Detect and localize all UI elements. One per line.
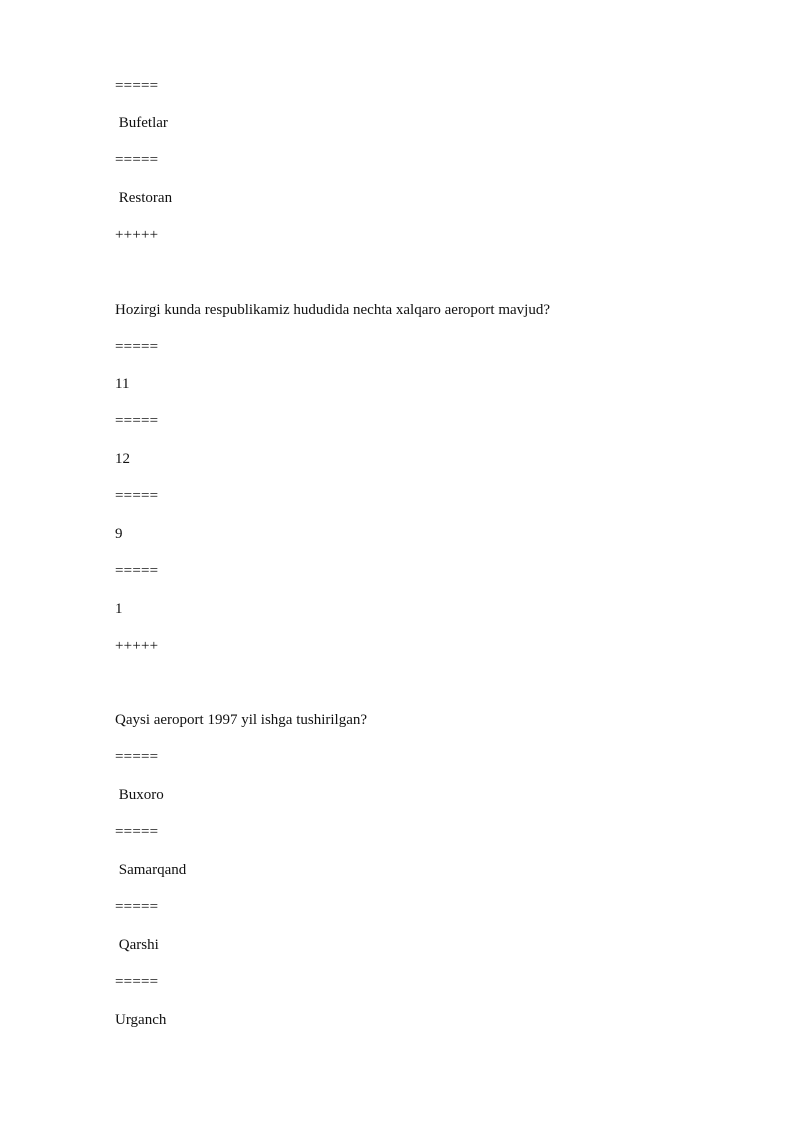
separator-line: ===== xyxy=(115,974,159,990)
separator-line: ===== xyxy=(115,899,159,915)
separator-line: ===== xyxy=(115,488,159,504)
end-marker: +++++ xyxy=(115,227,159,243)
answer-option: 12 xyxy=(115,451,130,467)
answer-option: 1 xyxy=(115,601,123,617)
question-text: Hozirgi kunda respublikamiz hududida nechta xalqaro aeroport mavjud? xyxy=(115,302,550,318)
separator-line: ===== xyxy=(115,152,159,168)
answer-option: Samarqand xyxy=(115,862,187,878)
separator-line: ===== xyxy=(115,339,159,355)
answer-option: Qarshi xyxy=(115,937,159,953)
answer-option: Restoran xyxy=(115,190,173,206)
separator-line: ===== xyxy=(115,563,159,579)
end-marker: +++++ xyxy=(115,638,159,654)
answer-option: Bufetlar xyxy=(115,115,168,131)
separator-line: ===== xyxy=(115,824,159,840)
answer-option: 11 xyxy=(115,376,130,392)
answer-option: Buxoro xyxy=(115,787,164,803)
answer-option: 9 xyxy=(115,526,123,542)
separator-line: ===== xyxy=(115,413,159,429)
answer-option: Urganch xyxy=(115,1012,167,1028)
separator-line: ===== xyxy=(115,78,159,94)
question-text: Qaysi aeroport 1997 yil ishga tushirilgan? xyxy=(115,712,368,728)
separator-line: ===== xyxy=(115,749,159,765)
